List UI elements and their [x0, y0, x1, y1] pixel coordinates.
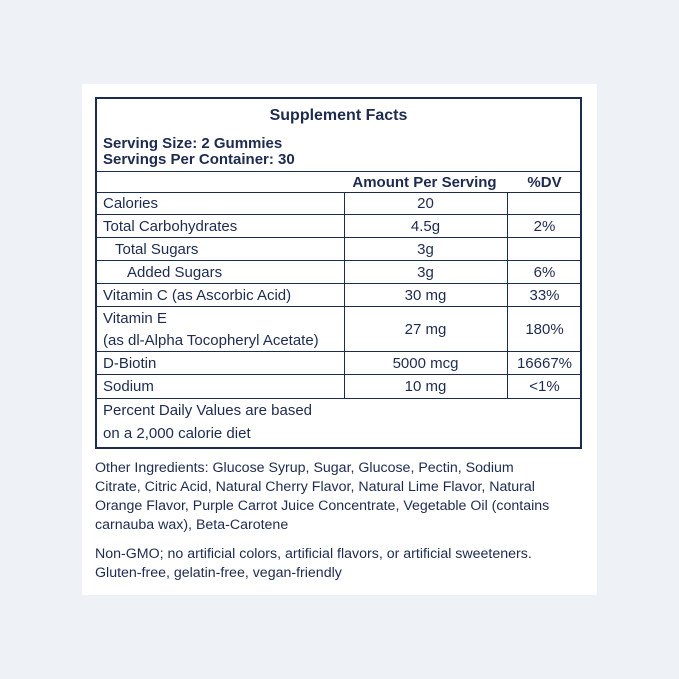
row-calories-name: Calories [103, 195, 159, 212]
other-ingredients-line: Citrate, Citric Acid, Natural Cherry Flavor, Natural Lime Flavor, Natural [95, 479, 535, 495]
row-vitamin-c-amount: 30 mg [404, 287, 447, 304]
footnote-line-2: on a 2,000 calorie diet [103, 425, 251, 442]
serving-size: Serving Size: 2 Gummies [103, 135, 283, 152]
row-total-sugars-name: Total Sugars [115, 241, 199, 258]
header-amount: Amount Per Serving [352, 174, 497, 191]
other-ingredients-line: Other Ingredients: Glucose Syrup, Sugar, Glucose, Pectin, Sodium [95, 460, 514, 476]
row-carbs-name: Total Carbohydrates [103, 218, 238, 235]
other-ingredients [95, 459, 590, 535]
row-sodium-dv: <1% [529, 378, 560, 395]
row-vitamin-c-dv: 33% [529, 287, 560, 304]
row-sodium-name: Sodium [103, 378, 154, 395]
servings-per-container: Servings Per Container: 30 [103, 151, 295, 168]
divider [97, 171, 580, 172]
row-vitamin-e-name: Vitamin E [103, 310, 167, 327]
label-card [82, 84, 597, 595]
other-ingredients-line: carnauba wax), Beta-Carotene [95, 517, 289, 533]
footnote-line-1: Percent Daily Values are based [103, 402, 313, 419]
divider [97, 398, 580, 399]
row-vitamin-e-amount: 27 mg [404, 321, 447, 338]
supplement-facts-panel [95, 97, 582, 449]
row-total-sugars-amount: 3g [417, 241, 434, 258]
other-ingredients-line: Orange Flavor, Purple Carrot Juice Concentrate, Vegetable Oil (contains [95, 498, 550, 514]
row-calories-amount: 20 [417, 195, 434, 212]
claims-line: Gluten-free, gelatin-free, vegan-friendly [95, 565, 342, 581]
row-added-sugars-amount: 3g [417, 264, 434, 281]
row-biotin-amount: 5000 mcg [392, 355, 459, 372]
header-dv: %DV [527, 174, 562, 191]
row-carbs-dv: 2% [533, 218, 556, 235]
facts-title: Supplement Facts [269, 107, 408, 124]
row-vitamin-e-dv: 180% [525, 321, 564, 338]
claims-line: Non-GMO; no artificial colors, artificial flavors, or artificial sweeteners. [95, 546, 532, 562]
row-sodium-amount: 10 mg [404, 378, 447, 395]
row-carbs-amount: 4.5g [410, 218, 441, 235]
row-biotin-name: D-Biotin [103, 355, 157, 372]
row-biotin-dv: 16667% [516, 355, 573, 372]
row-added-sugars-name: Added Sugars [127, 264, 223, 281]
row-added-sugars-dv: 6% [533, 264, 556, 281]
product-claims [95, 545, 590, 583]
row-vitamin-e-source: (as dl-Alpha Tocopheryl Acetate) [103, 332, 319, 349]
row-vitamin-c-name: Vitamin C (as Ascorbic Acid) [103, 287, 292, 304]
